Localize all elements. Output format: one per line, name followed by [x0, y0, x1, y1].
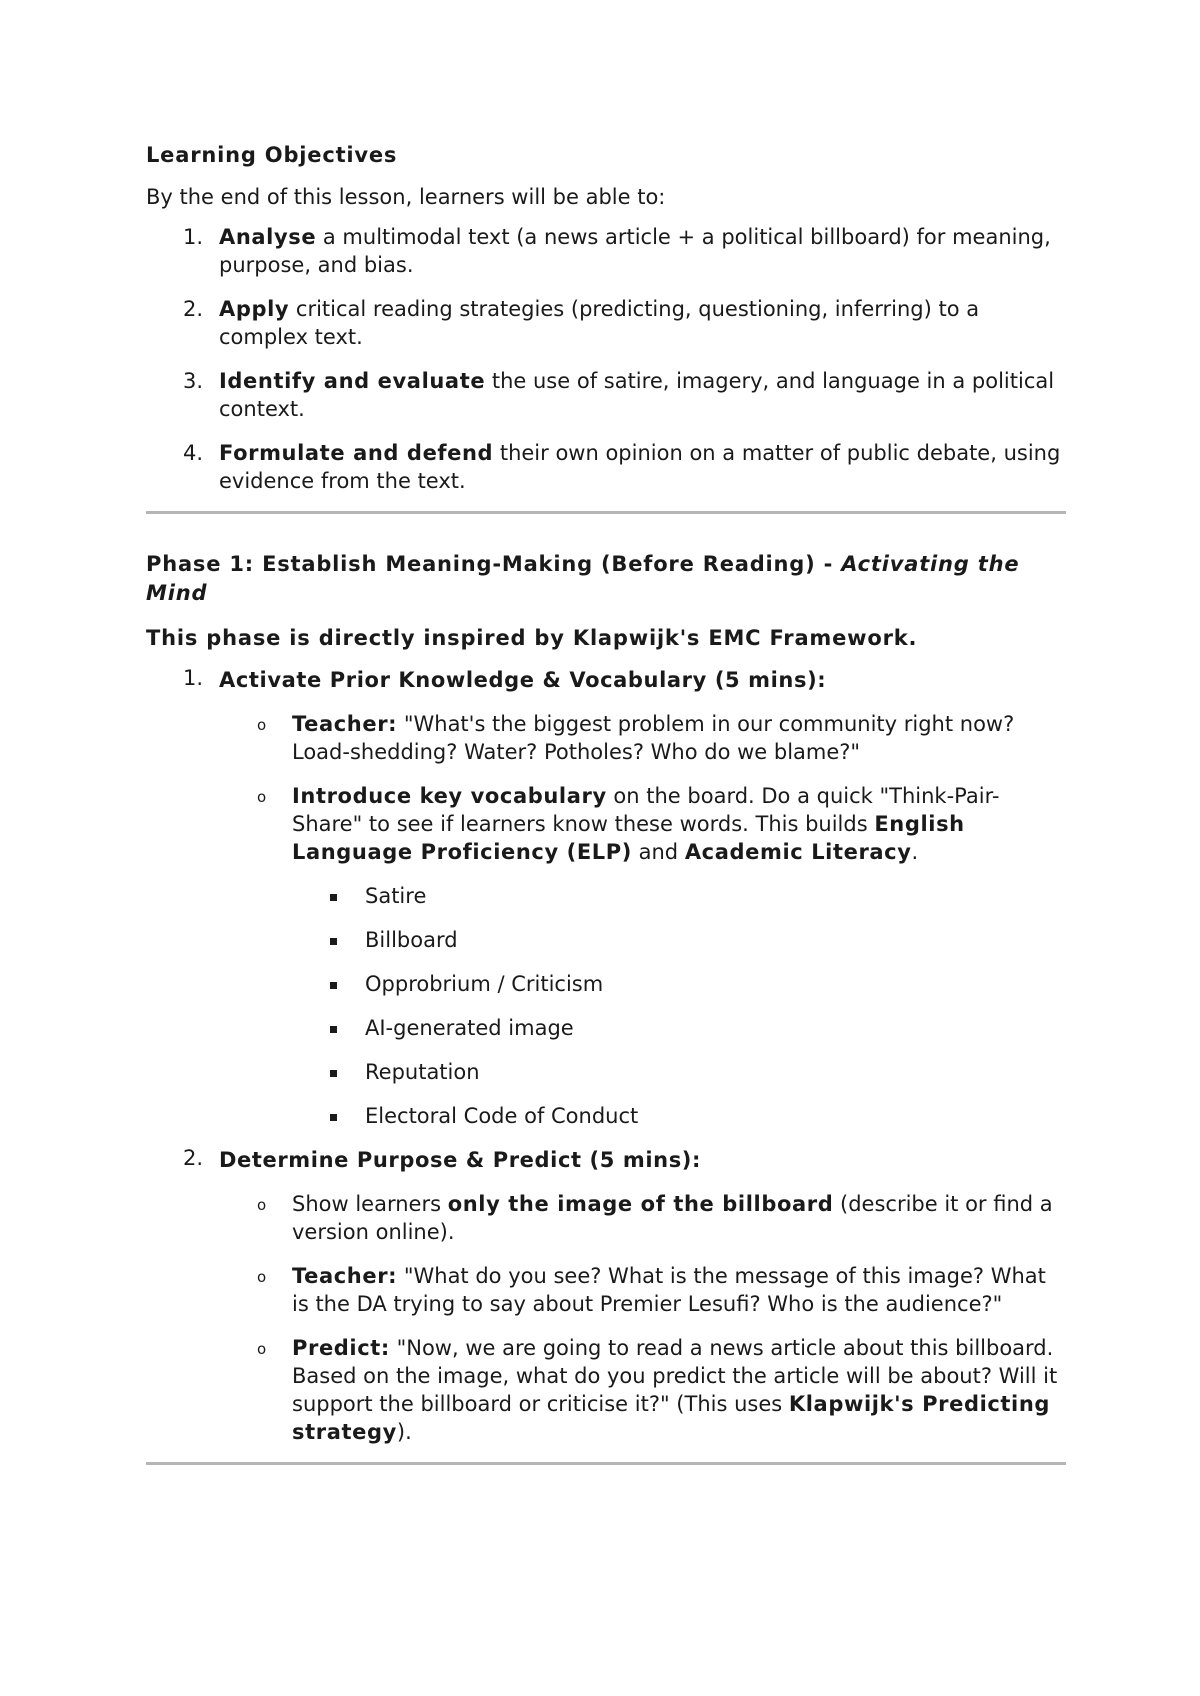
step-item	[146, 1146, 1066, 1446]
phase-1-heading	[146, 550, 1066, 608]
square-bullet-icon	[330, 1114, 337, 1121]
objective-item	[146, 295, 1066, 351]
step-item	[146, 666, 1066, 1130]
step-title: Determine Purpose & Predict (5 mins):	[219, 1148, 701, 1172]
sublist-item	[219, 1334, 1066, 1446]
phase-1-steps	[146, 666, 1066, 1446]
objectives-list	[146, 223, 1066, 495]
circle-bullet-icon: o	[257, 1268, 267, 1286]
circle-bullet-icon: o	[257, 716, 267, 734]
list-number: 1.	[183, 225, 204, 249]
predict-label: Predict:	[292, 1336, 390, 1360]
circle-bullet-icon: o	[257, 788, 267, 806]
show-text: (describe it or find a version online).	[292, 1192, 1053, 1244]
vocab-word: Satire	[292, 882, 1066, 910]
step-sublist	[219, 710, 1066, 1130]
billboard-emphasis: only the image of the billboard	[447, 1192, 834, 1216]
objective-verb: Formulate and defend	[219, 441, 494, 465]
vocabulary-list	[292, 882, 1066, 1130]
step-title: Activate Prior Knowledge & Vocabulary (5 mins):	[219, 668, 827, 692]
phase-1-title-italic: Activating the Mind	[146, 552, 1020, 605]
show-text: Show learners	[292, 1192, 448, 1216]
square-bullet-icon	[330, 1026, 337, 1033]
vocab-word: Billboard	[292, 926, 1066, 954]
vocab-word: Opprobrium / Criticism	[292, 970, 1066, 998]
objective-verb: Analyse	[219, 225, 317, 249]
teacher-prompt: "What do you see? What is the message of this image? What is the DA trying to say about Premier Lesufi? Who is the audience?"	[292, 1264, 1046, 1316]
sublist-item	[219, 1262, 1066, 1318]
square-bullet-icon	[330, 1070, 337, 1077]
predicting-strategy-term: Klapwijk's Predicting strategy	[292, 1392, 1051, 1444]
step-sublist	[219, 1190, 1066, 1446]
teacher-label: Teacher:	[292, 712, 398, 736]
phase-1-title: Phase 1: Establish Meaning-Making (Before Reading) -	[146, 552, 842, 576]
list-number: 2.	[183, 297, 204, 321]
list-number: 3.	[183, 369, 204, 393]
phase-1-subtitle: This phase is directly inspired by Klapwijk's EMC Framework.	[146, 626, 918, 650]
objective-item	[146, 439, 1066, 495]
vocab-word: Reputation	[292, 1058, 1066, 1086]
objective-text: a multimodal text (a news article + a political billboard) for meaning, purpose, and bias.	[219, 225, 1051, 277]
objective-text: critical reading strategies (predicting, questioning, inferring) to a complex text.	[219, 297, 980, 349]
elp-term: English Language Proficiency (ELP)	[292, 812, 965, 864]
objective-item	[146, 367, 1066, 423]
vocab-text: and	[631, 840, 685, 864]
predict-text: ).	[396, 1420, 412, 1444]
objective-text: their own opinion on a matter of public debate, using evidence from the text.	[219, 441, 1061, 493]
vocab-text: on the board. Do a quick "Think-Pair-Share" to see if learners know these words. This builds	[292, 784, 1000, 836]
vocab-label: Introduce key vocabulary	[292, 784, 607, 808]
document-content	[146, 143, 1066, 1465]
square-bullet-icon	[330, 894, 337, 901]
academic-literacy-term: Academic Literacy	[684, 840, 912, 864]
square-bullet-icon	[330, 938, 337, 945]
list-number: 1.	[183, 666, 204, 690]
objective-verb: Identify and evaluate	[219, 369, 486, 393]
horizontal-divider	[146, 1462, 1066, 1465]
learning-objectives-heading: Learning Objectives	[146, 143, 398, 167]
objective-text: the use of satire, imagery, and language in a political context.	[219, 369, 1055, 421]
sublist-item	[219, 710, 1066, 766]
objective-item	[146, 223, 1066, 279]
vocab-word: AI-generated image	[292, 1014, 1066, 1042]
objective-verb: Apply	[219, 297, 290, 321]
teacher-label: Teacher:	[292, 1264, 398, 1288]
list-number: 2.	[183, 1146, 204, 1170]
sublist-item	[219, 782, 1066, 1130]
circle-bullet-icon: o	[257, 1340, 267, 1358]
horizontal-divider	[146, 511, 1066, 514]
vocab-text: .	[911, 840, 919, 864]
list-number: 4.	[183, 441, 204, 465]
predict-text: "Now, we are going to read a news article about this billboard. Based on the image, what do you predict the article will be about? Will it support the billboard or criticise it?" (This uses	[292, 1336, 1058, 1416]
square-bullet-icon	[330, 982, 337, 989]
circle-bullet-icon: o	[257, 1196, 267, 1214]
sublist-item	[219, 1190, 1066, 1246]
teacher-prompt: "What's the biggest problem in our community right now? Load-shedding? Water? Potholes? Who do we blame?"	[292, 712, 1015, 764]
vocab-word: Electoral Code of Conduct	[292, 1102, 1066, 1130]
objectives-intro: By the end of this lesson, learners will be able to:	[146, 185, 666, 209]
